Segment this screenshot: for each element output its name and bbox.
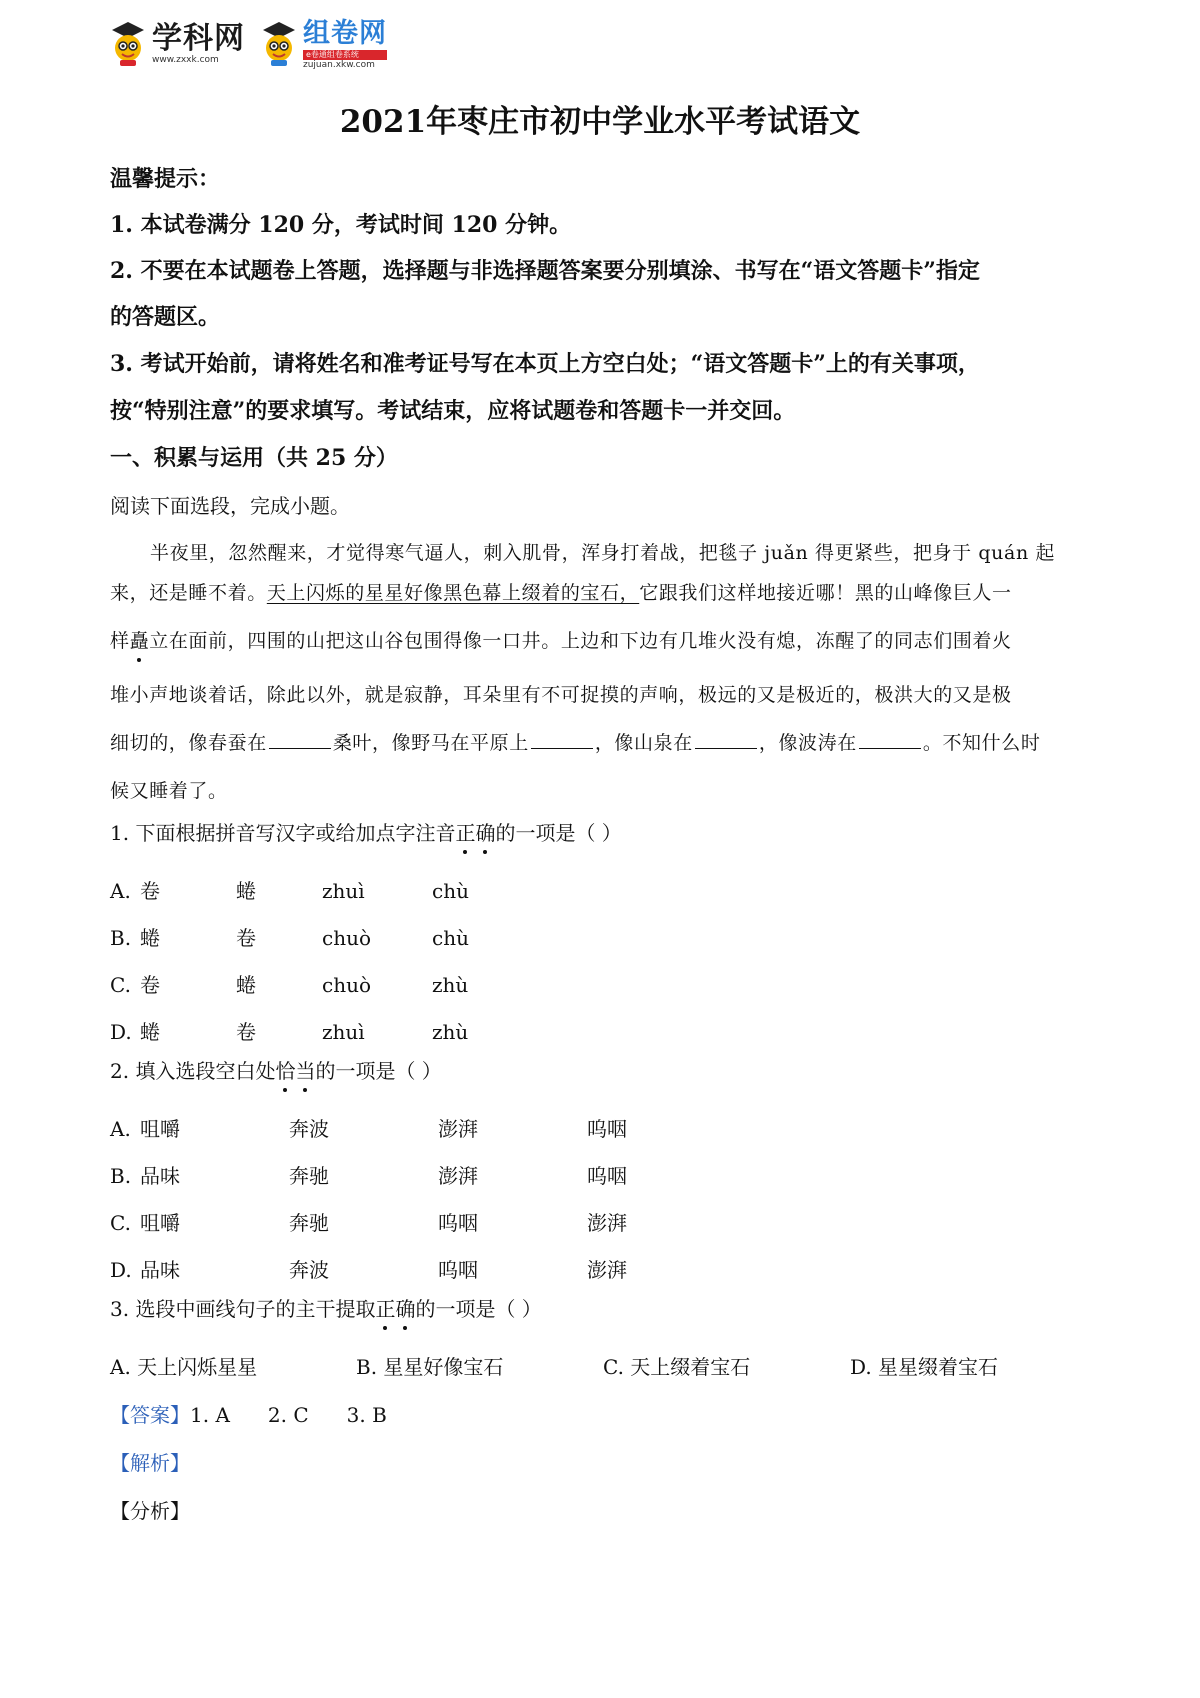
passage-text: 它跟我们这样地接近哪！黑的山峰像巨人一	[639, 582, 1012, 604]
q1-option-a-item: chù	[432, 879, 469, 903]
question-text: 的一项是（ ）	[315, 1059, 442, 1083]
passage-text: ，像波涛在	[758, 732, 857, 754]
tips-heading: 温馨提示：	[110, 166, 221, 192]
question-text: 2. 填入选段空白处	[110, 1059, 276, 1083]
q1-option-d-item: 卷	[236, 1020, 256, 1044]
passage-text: 样	[110, 630, 130, 652]
q2-option-d-item: 呜咽	[438, 1258, 478, 1282]
question-text: 的一项是（ ）	[495, 821, 622, 845]
question-text: 3. 选段中画线句子的主干提取	[110, 1297, 376, 1321]
q1-option-c-item: 蜷	[236, 973, 256, 997]
q2-option-b-item: 呜咽	[587, 1164, 627, 1188]
question-text: 的一项是（ ）	[415, 1297, 542, 1321]
q2-option-a-item: 呜咽	[587, 1117, 627, 1141]
q2-option-a[interactable]: A.	[110, 1117, 131, 1141]
q1-option-d-item: 蜷	[140, 1020, 160, 1044]
dotted-char: 矗	[130, 626, 150, 656]
q2-option-c-item: 奔驰	[289, 1211, 329, 1235]
zujuan-logo-url: zujuan.xkw.com	[303, 59, 375, 70]
answer-3: 3. B	[346, 1403, 387, 1427]
answer-1: 1. A	[190, 1403, 230, 1427]
q1-option-a[interactable]: A.	[110, 879, 131, 903]
underlined-sentence: 天上闪烁的星星好像黑色幕上缀着的宝石，	[266, 582, 640, 604]
q2-option-d-item: 奔波	[289, 1258, 329, 1282]
question-3	[110, 1294, 542, 1324]
question-1	[110, 818, 622, 848]
passage-text: 桑叶，像野马在平原上	[332, 732, 529, 754]
question-text: 1. 下面根据拼音写汉字或给加点字注音	[110, 821, 456, 845]
fill-blank-4	[859, 730, 921, 749]
tip-line-1: 1. 本试卷满分 120 分，考试时间 120 分钟。	[110, 212, 572, 238]
passage-line-2	[110, 578, 1012, 608]
dotted-char: 正	[455, 818, 475, 848]
q2-option-d[interactable]: D.	[110, 1258, 132, 1282]
q1-option-d[interactable]: D.	[110, 1020, 132, 1044]
passage-line-4: 堆小声地谈着话，除此以外，就是寂静，耳朵里有不可捉摸的声响，极远的又是极近的，极洪大的又是极	[110, 684, 1012, 706]
passage-text: 细切的，像春蚕在	[110, 732, 267, 754]
tip-line-5: 按“特别注意”的要求填写。考试结束，应将试题卷和答题卡一并交回。	[110, 398, 796, 424]
mascot-icon	[259, 20, 299, 68]
q1-option-a-item: zhuì	[322, 879, 365, 903]
q2-option-a-item: 澎湃	[438, 1117, 478, 1141]
zujuan-logo[interactable]	[259, 18, 387, 71]
q2-option-b-item: 奔驰	[289, 1164, 329, 1188]
zujuan-logo-tag: e卷通组卷系统	[303, 50, 387, 60]
tip-line-3: 的答题区。	[110, 304, 221, 330]
q1-option-b-item: chù	[432, 926, 469, 950]
dotted-char: 当	[295, 1056, 315, 1086]
q3-option-b[interactable]: B. 星星好像宝石	[356, 1355, 504, 1379]
answer-line	[110, 1400, 387, 1430]
mascot-icon	[108, 20, 148, 68]
zxxk-logo[interactable]	[108, 20, 245, 68]
q1-option-c-item: chuò	[322, 973, 372, 997]
fill-blank-2	[531, 730, 593, 749]
zxxk-logo-text: 学科网	[152, 20, 245, 56]
zujuan-logo-text: 组卷网	[303, 17, 387, 49]
q1-option-d-item: zhuì	[322, 1020, 365, 1044]
question-2	[110, 1056, 442, 1086]
answer-label: 【答案】	[110, 1403, 190, 1427]
q2-option-b-item: 品味	[140, 1164, 180, 1188]
zxxk-logo-url: www.zxxk.com	[152, 54, 219, 65]
fill-blank-1	[269, 730, 331, 749]
q2-option-a-item: 奔波	[289, 1117, 329, 1141]
q2-option-c[interactable]: C.	[110, 1211, 131, 1235]
q2-option-d-item: 澎湃	[587, 1258, 627, 1282]
dotted-char: 确	[395, 1294, 415, 1324]
dotted-char: 恰	[275, 1056, 295, 1086]
passage-line-1: 半夜里，忽然醒来，才觉得寒气逼人，刺入肌骨，浑身打着战，把毯子 juǎn 得更紧些，把身于 quán 起	[150, 542, 1056, 564]
q1-option-c-item: zhù	[432, 973, 469, 997]
answer-2: 2. C	[267, 1403, 309, 1427]
section-heading: 一、积累与运用（共 25 分）	[110, 445, 398, 471]
passage-text: 来，还是睡不着。	[110, 582, 267, 604]
q1-option-c-item: 卷	[140, 973, 160, 997]
q1-option-b-item: chuò	[322, 926, 372, 950]
q2-option-c-item: 咀嚼	[140, 1211, 180, 1235]
dotted-char: 正	[375, 1294, 395, 1324]
tip-line-4: 3. 考试开始前，请将姓名和准考证号写在本页上方空白处；“语文答题卡”上的有关事项，	[110, 351, 980, 377]
dotted-char: 确	[475, 818, 495, 848]
passage-text: 。不知什么时	[922, 732, 1041, 754]
section-intro: 阅读下面选段，完成小题。	[110, 494, 350, 518]
q2-option-c-item: 呜咽	[438, 1211, 478, 1235]
q2-option-b-item: 澎湃	[438, 1164, 478, 1188]
header-logos	[108, 18, 387, 70]
tip-line-2: 2. 不要在本试题卷上答题，选择题与非选择题答案要分别填涂、书写在“语文答题卡”指定	[110, 258, 980, 284]
passage-line-6: 候又睡着了。	[110, 780, 228, 802]
q1-option-b[interactable]: B.	[110, 926, 132, 950]
q1-option-c[interactable]: C.	[110, 973, 131, 997]
q2-option-d-item: 品味	[140, 1258, 180, 1282]
exam-title: 2021年枣庄市初中学业水平考试语文	[339, 104, 861, 140]
passage-line-3	[110, 626, 1012, 656]
q3-option-c[interactable]: C. 天上缀着宝石	[603, 1355, 751, 1379]
q1-option-b-item: 蜷	[140, 926, 160, 950]
passage-text: 立在面前，四围的山把这山谷包围得像一口井。上边和下边有几堆火没有熄，冻醒了的同志们围着火	[149, 630, 1012, 652]
q2-option-a-item: 咀嚼	[140, 1117, 180, 1141]
q2-option-b[interactable]: B.	[110, 1164, 132, 1188]
q1-option-d-item: zhù	[432, 1020, 469, 1044]
q3-option-a[interactable]: A. 天上闪烁星星	[110, 1355, 258, 1379]
q1-option-a-item: 卷	[140, 879, 160, 903]
fill-blank-3	[695, 730, 757, 749]
analysis-label: 【解析】	[110, 1451, 190, 1475]
q1-option-b-item: 卷	[236, 926, 256, 950]
fenxi-label: 【分析】	[110, 1499, 190, 1523]
passage-text: ，像山泉在	[594, 732, 693, 754]
q2-option-c-item: 澎湃	[587, 1211, 627, 1235]
passage-line-5	[110, 728, 1040, 758]
q3-option-d[interactable]: D. 星星缀着宝石	[850, 1355, 999, 1379]
q1-option-a-item: 蜷	[236, 879, 256, 903]
